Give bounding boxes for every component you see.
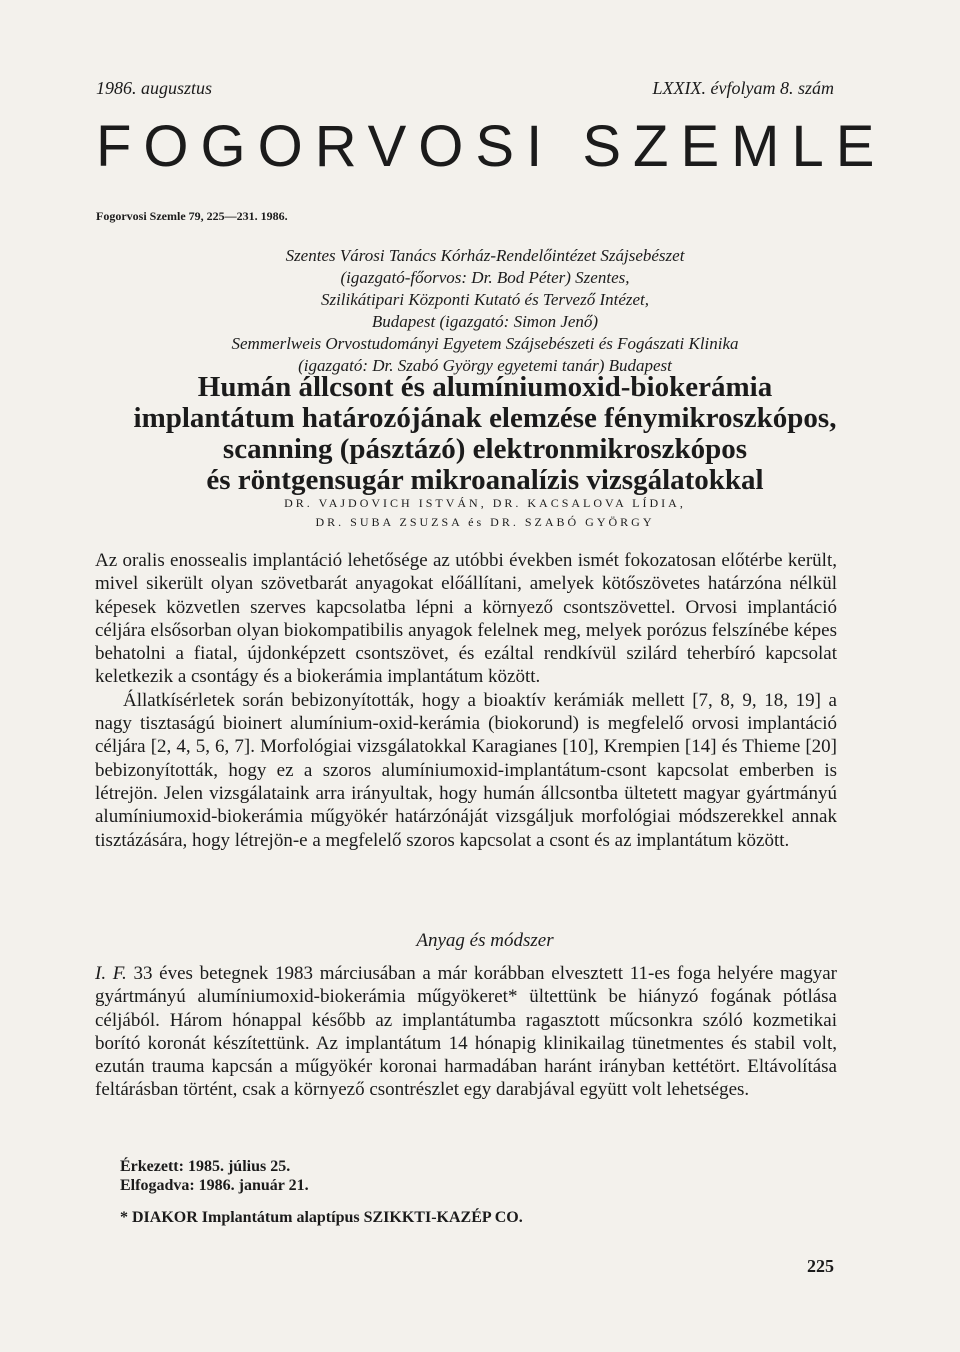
introduction [95,549,837,852]
article-title-line: és röntgensugár mikroanalízis vizsgálatokkal [206,464,764,496]
accepted-date: Elfogadva: 1986. január 21. [120,1177,309,1194]
submission-dates [120,1157,309,1195]
body-paragraph: Állatkísérletek során bebizonyították, hogy a bioaktív kerámiák mellett [7, 8, 9, 18, 19] a nagy tisztaságú bioinert alumínium-oxid-kerámia (biokorund) is megfelelő orvosi implantáció céljára [2, 4, 5, 6, 7]. Morfológiai vizsgálatokkal Karagianes [10], Krempien [14] és Thieme [20] bebizonyították, hogy ez a szoros alumíniumoxid-implantátum-csont kapcsolat emberben is létrejön. Jelen vizsgálataink arra irányultak, hogy humán állcsontba ültetett magyar gyártmányú alumíniumoxid-biokerámia műgyökér határzónáját vizsgáljuk morfológiai módszerekkel annak tisztázására, hogy létrejön-e a megfelelő szoros kapcsolat a csont és az implantátum között. [95,689,837,851]
author-line: DR. VAJDOVICH ISTVÁN, DR. KACSALOVA LÍDIA, [284,496,686,510]
affiliation-line: (igazgató-főorvos: Dr. Bod Péter) Szentes, [340,268,630,287]
affiliation-line: Szentes Városi Tanács Kórház-Rendelőintézet Szájsebészet [285,246,685,265]
patient-initials: I. F. [95,963,127,984]
volume-issue: LXXIX. évfolyam 8. szám [652,78,834,98]
article-title-line: Humán állcsont és alumíniumoxid-biokerámia [197,371,773,403]
author-list [100,494,870,532]
case-text: 33 éves betegnek 1983 márciusában a már korábban elvesztett 11-es foga helyére magyar gyártmányú alumíniumoxid-biokerámia műgyökeret* ültettünk be hiányzó fogának pótlása céljából. Három hónappal később az implantátumba ragasztott műcsonkra szóló kozmetikai borító koronát készítettünk. Az implantátum 14 hónapig klinikailag tünetmentes és stabil volt, ezután trauma kapcsán a műgyökér koronai harmadában haránt irányban kettétört. Eltávolítása feltárásban történt, csak a környező csontrészlet egy darabjával együtt volt lehetséges. [95,963,838,1101]
page-number: 225 [807,1256,834,1276]
author-line: DR. SUBA ZSUZSA és DR. SZABÓ GYÖRGY [315,515,655,529]
affiliation-line: Semmerlweis Orvostudományi Egyetem Szájsebészeti és Fogászati Klinika [231,334,739,353]
issue-date: 1986. augusztus [96,78,213,98]
article-title-line: implantátum határozójának elemzése fénymikroszkópos, [133,402,837,434]
affiliation-line: (igazgató: Dr. Szabó György egyetemi tanár) Budapest [298,356,672,375]
affiliations [100,245,870,377]
citation-line: Fogorvosi Szemle 79, 225—231. 1986. [96,209,288,223]
affiliation-line: Szilikátipari Központi Kutató és Tervező Intézet, [320,290,650,309]
article-title-line: scanning (pásztázó) elektronmikroszkópos [222,433,748,465]
case-paragraph [95,962,837,1102]
section-heading: Anyag és módszer [416,930,554,951]
methods-text [95,962,837,1102]
journal-title: FOGORVOSI SZEMLE [96,114,887,179]
article-title [100,372,870,496]
received-date: Érkezett: 1985. július 25. [120,1158,291,1175]
footnote: * DIAKOR Implantátum alaptípus SZIKKTI-KAZÉP CO. [120,1209,523,1226]
body-paragraph: Az oralis enossealis implantáció lehetősége az utóbbi években ismét fokozatosan előtérbe került, mivel sikerült olyan szövetbarát anyagokat előállítani, amelyek kötőszövetes határzóna nélkül képesek közvetlen szerves kapcsolatba lépni a környező csontszövettel. Orvosi implantáció céljára elsősorban olyan biokompatibilis anyagok felelnek meg, melyek porózus felszínébe képes behatolni a fiatal, újdonképzett csontszövet, és ezáltal rendkívül szilárd teherbíró kapcsolat keletkezik a csontágy és a biokerámia implantátum között. [95,550,837,688]
affiliation-line: Budapest (igazgató: Simon Jenő) [371,312,599,331]
